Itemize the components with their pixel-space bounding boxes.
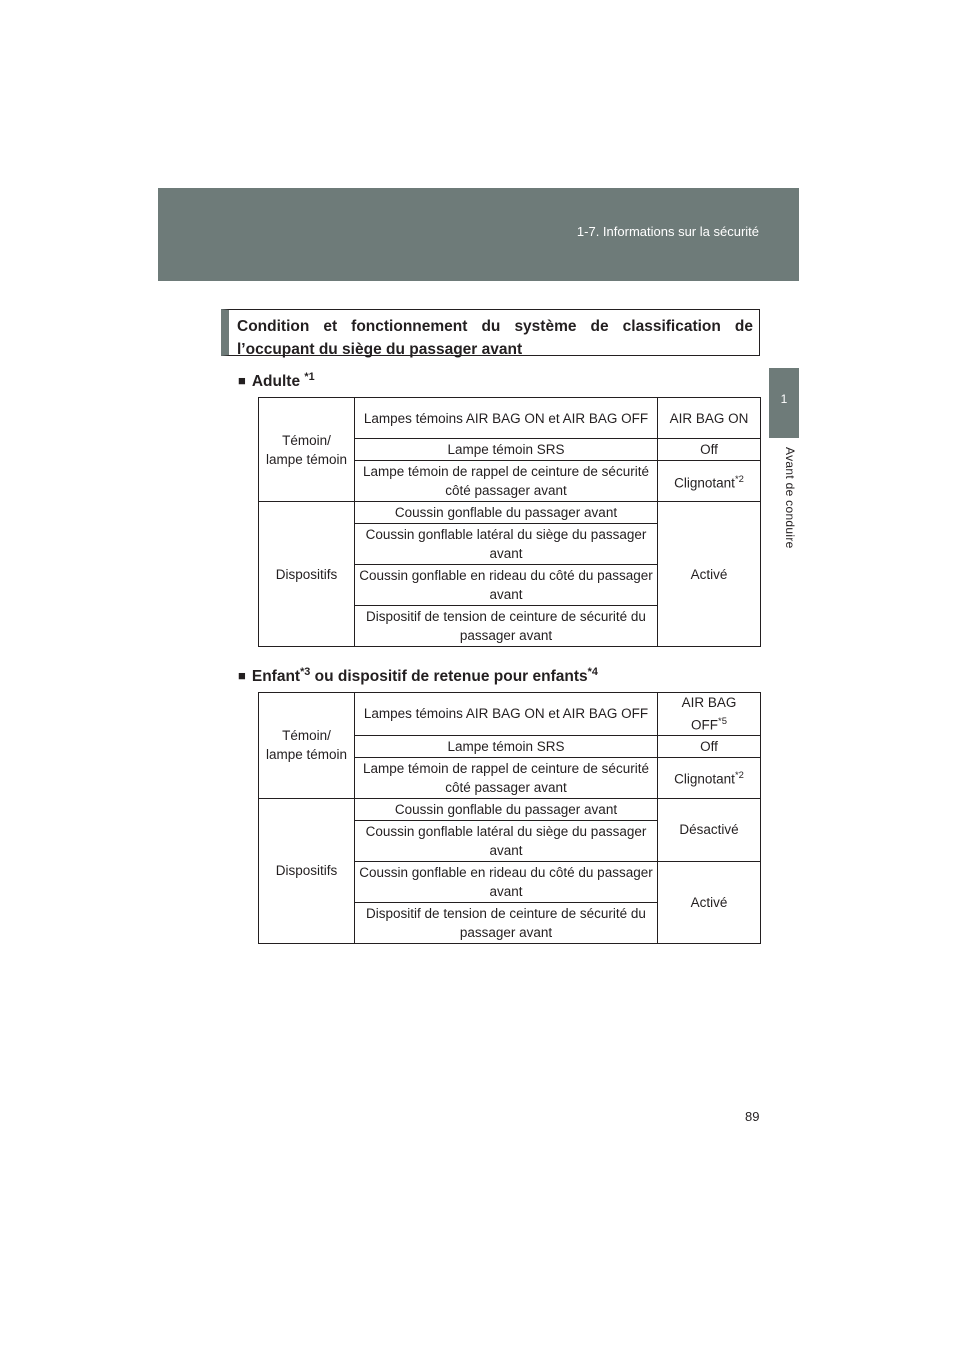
devices-group-cell: Dispositifs xyxy=(259,798,355,943)
airbag-lamps-value-cell xyxy=(658,693,761,736)
adult-table xyxy=(258,397,761,647)
airbag-lamps-value: AIR BAG OFF xyxy=(681,695,737,733)
child-heading-text-2: ou dispositif de retenue pour enfants xyxy=(310,668,588,686)
airbag-lamps-note: *5 xyxy=(718,716,727,727)
chapter-label: Avant de conduire xyxy=(783,447,797,549)
adult-heading xyxy=(238,371,315,391)
belt-reminder-note: *2 xyxy=(734,770,744,782)
header-band xyxy=(158,188,799,281)
belt-reminder-cell: Lampe témoin de rappel de ceinture de sécurité côté passager avant xyxy=(355,757,658,798)
curtain-airbag-cell: Coussin gonflable en rideau du côté du passager avant xyxy=(355,861,658,902)
page-number: 89 xyxy=(745,1109,760,1124)
front-side-value: Désactivé xyxy=(658,798,761,861)
curtain-airbag-cell: Coussin gonflable en rideau du côté du passager avant xyxy=(355,565,658,606)
belt-reminder-note: *2 xyxy=(734,473,744,485)
side-airbag-cell: Coussin gonflable latéral du siège du passager avant xyxy=(355,820,658,861)
chapter-tab xyxy=(769,368,799,438)
airbag-lamps-cell: Lampes témoins AIR BAG ON et AIR BAG OFF xyxy=(355,693,658,736)
airbag-lamps-cell: Lampes témoins AIR BAG ON et AIR BAG OFF xyxy=(355,398,658,439)
adult-heading-note: *1 xyxy=(304,371,315,383)
devices-group-cell: Dispositifs xyxy=(259,502,355,647)
belt-reminder-cell: Lampe témoin de rappel de ceinture de sécurité côté passager avant xyxy=(355,461,658,502)
srs-lamp-cell: Lampe témoin SRS xyxy=(355,735,658,757)
chapter-number: 1 xyxy=(780,392,788,406)
belt-reminder-value: Clignotant xyxy=(674,771,735,787)
srs-lamp-value: Off xyxy=(658,439,761,461)
section-title: 1-7. Informations sur la sécurité xyxy=(576,224,759,239)
square-bullet-icon: ■ xyxy=(238,373,246,389)
pretensioner-cell: Dispositif de tension de ceinture de sécurité du passager avant xyxy=(355,606,658,647)
section-heading: Condition et fonctionnement du système de classification de l’occupant du siège du passager avant xyxy=(221,309,760,356)
curtain-pretensioner-value: Activé xyxy=(658,861,761,943)
srs-lamp-cell: Lampe témoin SRS xyxy=(355,439,658,461)
table-row xyxy=(259,502,761,524)
table-row xyxy=(259,398,761,439)
square-bullet-icon: ■ xyxy=(238,668,246,684)
table-row xyxy=(259,693,761,736)
child-heading xyxy=(238,666,598,686)
belt-reminder-value: Clignotant xyxy=(674,475,735,491)
child-table xyxy=(258,692,761,944)
devices-value: Activé xyxy=(658,502,761,647)
indicator-group-cell: Témoin/ lampe témoin xyxy=(259,398,355,502)
front-airbag-cell: Coussin gonflable du passager avant xyxy=(355,502,658,524)
side-airbag-cell: Coussin gonflable latéral du siège du passager avant xyxy=(355,524,658,565)
airbag-lamps-value: AIR BAG ON xyxy=(658,398,761,439)
child-heading-note-2: *4 xyxy=(587,666,598,678)
adult-heading-text: Adulte xyxy=(251,373,301,391)
srs-lamp-value: Off xyxy=(658,735,761,757)
indicator-group-cell: Témoin/ lampe témoin xyxy=(259,693,355,799)
child-heading-note-1: *3 xyxy=(300,666,311,678)
belt-reminder-value-cell xyxy=(658,461,761,502)
child-heading-text-1: Enfant xyxy=(251,668,301,686)
pretensioner-cell: Dispositif de tension de ceinture de sécurité du passager avant xyxy=(355,902,658,943)
front-airbag-cell: Coussin gonflable du passager avant xyxy=(355,798,658,820)
table-row xyxy=(259,798,761,820)
belt-reminder-value-cell xyxy=(658,757,761,798)
